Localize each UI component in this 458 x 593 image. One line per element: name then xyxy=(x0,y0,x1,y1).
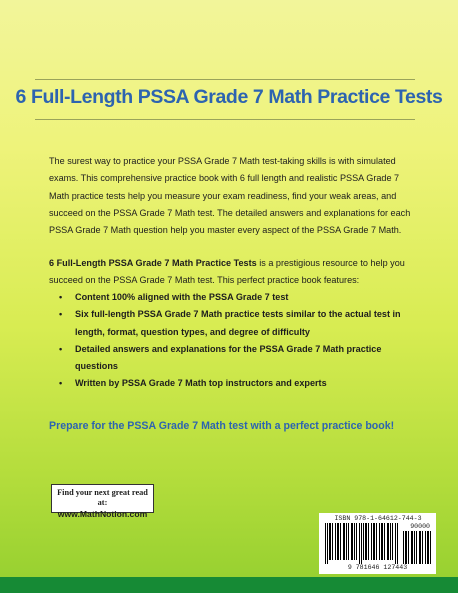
promo-website-link[interactable]: www.MathNotion.com xyxy=(57,509,148,519)
bottom-band xyxy=(0,577,458,593)
bottom-rule xyxy=(35,119,415,120)
feature-text: Content 100% aligned with the PSSA Grade 7 test xyxy=(75,292,289,302)
addon-barcode-icon xyxy=(403,531,431,564)
bullet-icon: • xyxy=(59,309,63,320)
barcode-box xyxy=(319,513,436,574)
book-title: 6 Full-Length PSSA Grade 7 Math Practice Tests xyxy=(15,86,443,108)
resource-title: 6 Full-Length PSSA Grade 7 Math Practice Tests xyxy=(49,258,257,268)
promo-line-1: Find your next great read at: xyxy=(57,488,148,507)
barcode-digits: 9 781646 127443 xyxy=(347,564,408,571)
call-to-action: Prepare for the PSSA Grade 7 Math test with a perfect practice book! xyxy=(49,420,395,432)
barcode-icon xyxy=(325,523,398,564)
bullet-icon: • xyxy=(59,292,63,302)
list-item xyxy=(59,306,425,341)
feature-text: Detailed answers and explanations for the PSSA Grade 7 Math practice questions xyxy=(75,343,382,372)
resource-paragraph xyxy=(49,255,421,290)
list-item xyxy=(59,341,425,376)
feature-list xyxy=(59,289,425,393)
price-code: 90000 xyxy=(410,523,430,530)
isbn-text: ISBN 978-1-64612-744-3 xyxy=(334,515,422,522)
intro-paragraph: The surest way to practice your PSSA Grade 7 Math test-taking skills is with simulated exams. This comprehensive practice book with 6 full length and realistic PSSA Grade 7 Math practice tests help you measure your exam readiness, find your weak areas, and succeed on the PSSA Grade 7 Math test. The detailed answers and explanations for each PSSA Grade 7 Math question help you master every aspect of the PSSA Grade 7 Math. xyxy=(49,156,411,236)
top-rule xyxy=(35,79,415,80)
bullet-icon: • xyxy=(59,343,63,354)
website-promo-box xyxy=(51,484,154,519)
list-item xyxy=(59,289,425,306)
list-item xyxy=(59,375,425,392)
bullet-icon: • xyxy=(59,378,63,389)
resource-text: is a prestigious resource to help you succeed on the PSSA Grade 7 Math test. This perfect practice book features: xyxy=(49,258,405,286)
feature-text: Written by PSSA Grade 7 Math top instructors and experts xyxy=(75,378,327,389)
feature-text: Six full-length PSSA Grade 7 Math practice tests similar to the actual test in length, format, question types, and degree of difficulty xyxy=(75,309,401,337)
